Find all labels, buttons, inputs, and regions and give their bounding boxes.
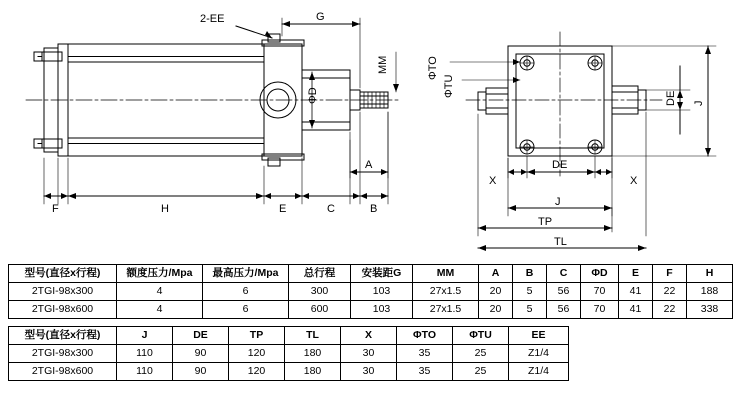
cell2-tp: 120 <box>229 363 285 381</box>
th2-tl: TL <box>285 327 341 345</box>
cell-c: 56 <box>547 301 581 319</box>
cell-model: 2TGI-98x300 <box>9 283 117 301</box>
label-a: A <box>365 159 373 171</box>
label-mm: MM <box>377 55 389 74</box>
label-phi-tu: ΦTU <box>443 74 455 98</box>
cell2-model: 2TGI-98x300 <box>9 345 117 363</box>
rear-stub <box>486 88 508 114</box>
cell-b: 5 <box>513 301 547 319</box>
cell2-phi-to: 35 <box>397 345 453 363</box>
th-model: 型号(直径x行程) <box>9 265 117 283</box>
label-de-bottom: DE <box>552 159 568 171</box>
cell-mount-g: 103 <box>351 301 413 319</box>
port-boss-bottom <box>268 158 280 166</box>
th2-j: J <box>117 327 173 345</box>
cell-mm: 27x1.5 <box>413 301 479 319</box>
cell-mm: 27x1.5 <box>413 283 479 301</box>
label-phi-to: ΦTO <box>427 56 439 80</box>
th-mount-g: 安装距G <box>351 265 413 283</box>
cell-b: 5 <box>513 283 547 301</box>
table-header-row <box>9 327 569 345</box>
cell-f: 22 <box>653 301 687 319</box>
table-row <box>9 345 569 363</box>
th-phi-d: ΦD <box>581 265 619 283</box>
spec-table-2 <box>8 326 569 381</box>
rear-stub-end <box>478 92 486 110</box>
label-x-left: X <box>489 175 497 187</box>
label-g: G <box>316 11 325 23</box>
cell2-x: 30 <box>341 363 397 381</box>
cell2-ee: Z1/4 <box>509 345 569 363</box>
th2-phi-tu: ΦTU <box>453 327 509 345</box>
th-h: H <box>687 265 733 283</box>
cell2-ee: Z1/4 <box>509 363 569 381</box>
th2-ee: EE <box>509 327 569 345</box>
cell2-model: 2TGI-98x600 <box>9 363 117 381</box>
th-e: E <box>619 265 653 283</box>
th-a: A <box>479 265 513 283</box>
cell-max-pressure: 6 <box>203 301 289 319</box>
cell2-tl: 180 <box>285 363 341 381</box>
cell2-phi-tu: 25 <box>453 363 509 381</box>
spec-tables <box>8 264 742 381</box>
cell2-x: 30 <box>341 345 397 363</box>
th-b: B <box>513 265 547 283</box>
label-de-right: DE <box>665 90 677 106</box>
cell-c: 56 <box>547 283 581 301</box>
cell-h: 188 <box>687 283 733 301</box>
tie-rod-nut-bottom <box>42 139 62 148</box>
spec-table-1 <box>8 264 733 319</box>
th2-tp: TP <box>229 327 285 345</box>
th-c: C <box>547 265 581 283</box>
th-f: F <box>653 265 687 283</box>
th-rated-pressure: 额度压力/Mpa <box>117 265 203 283</box>
cell-rated-pressure: 4 <box>117 283 203 301</box>
th2-de: DE <box>173 327 229 345</box>
cell-max-pressure: 6 <box>203 283 289 301</box>
label-c: C <box>327 203 335 215</box>
th2-phi-to: ΦTO <box>397 327 453 345</box>
cell-phi-d: 70 <box>581 301 619 319</box>
label-2-ee: 2-EE <box>200 13 225 25</box>
label-b: B <box>370 203 378 215</box>
mounting-holes <box>520 56 602 154</box>
cell-e: 41 <box>619 301 653 319</box>
cell2-phi-tu: 25 <box>453 345 509 363</box>
label-x-right: X <box>630 175 638 187</box>
label-h: H <box>161 203 169 215</box>
table-row <box>9 283 733 301</box>
cell-model: 2TGI-98x600 <box>9 301 117 319</box>
th-max-pressure: 最高压力/Mpa <box>203 265 289 283</box>
table-row <box>9 363 569 381</box>
cell2-de: 90 <box>173 345 229 363</box>
cell2-j: 110 <box>117 363 173 381</box>
label-e: E <box>279 203 287 215</box>
cell-a: 20 <box>479 283 513 301</box>
th2-x: X <box>341 327 397 345</box>
cell-a: 20 <box>479 301 513 319</box>
cell-f: 22 <box>653 283 687 301</box>
cell-stroke: 600 <box>289 301 351 319</box>
label-f: F <box>52 203 59 215</box>
cell2-j: 110 <box>117 345 173 363</box>
cell-h: 338 <box>687 301 733 319</box>
label-j-right: J <box>693 100 705 106</box>
cell2-tl: 180 <box>285 345 341 363</box>
table-row <box>9 301 733 319</box>
th2-model: 型号(直径x行程) <box>9 327 117 345</box>
label-j-bottom: J <box>555 196 561 208</box>
label-tp: TP <box>538 216 553 228</box>
cell-stroke: 300 <box>289 283 351 301</box>
cell-mount-g: 103 <box>351 283 413 301</box>
tie-rod-nut-top <box>42 52 62 61</box>
label-tl: TL <box>554 236 567 248</box>
cell-phi-d: 70 <box>581 283 619 301</box>
cell-rated-pressure: 4 <box>117 301 203 319</box>
cell2-de: 90 <box>173 363 229 381</box>
table-header-row <box>9 265 733 283</box>
cell-e: 41 <box>619 283 653 301</box>
th-stroke: 总行程 <box>289 265 351 283</box>
label-phi-d: ΦD <box>307 87 319 104</box>
cell2-tp: 120 <box>229 345 285 363</box>
th-mm: MM <box>413 265 479 283</box>
cell2-phi-to: 35 <box>397 363 453 381</box>
